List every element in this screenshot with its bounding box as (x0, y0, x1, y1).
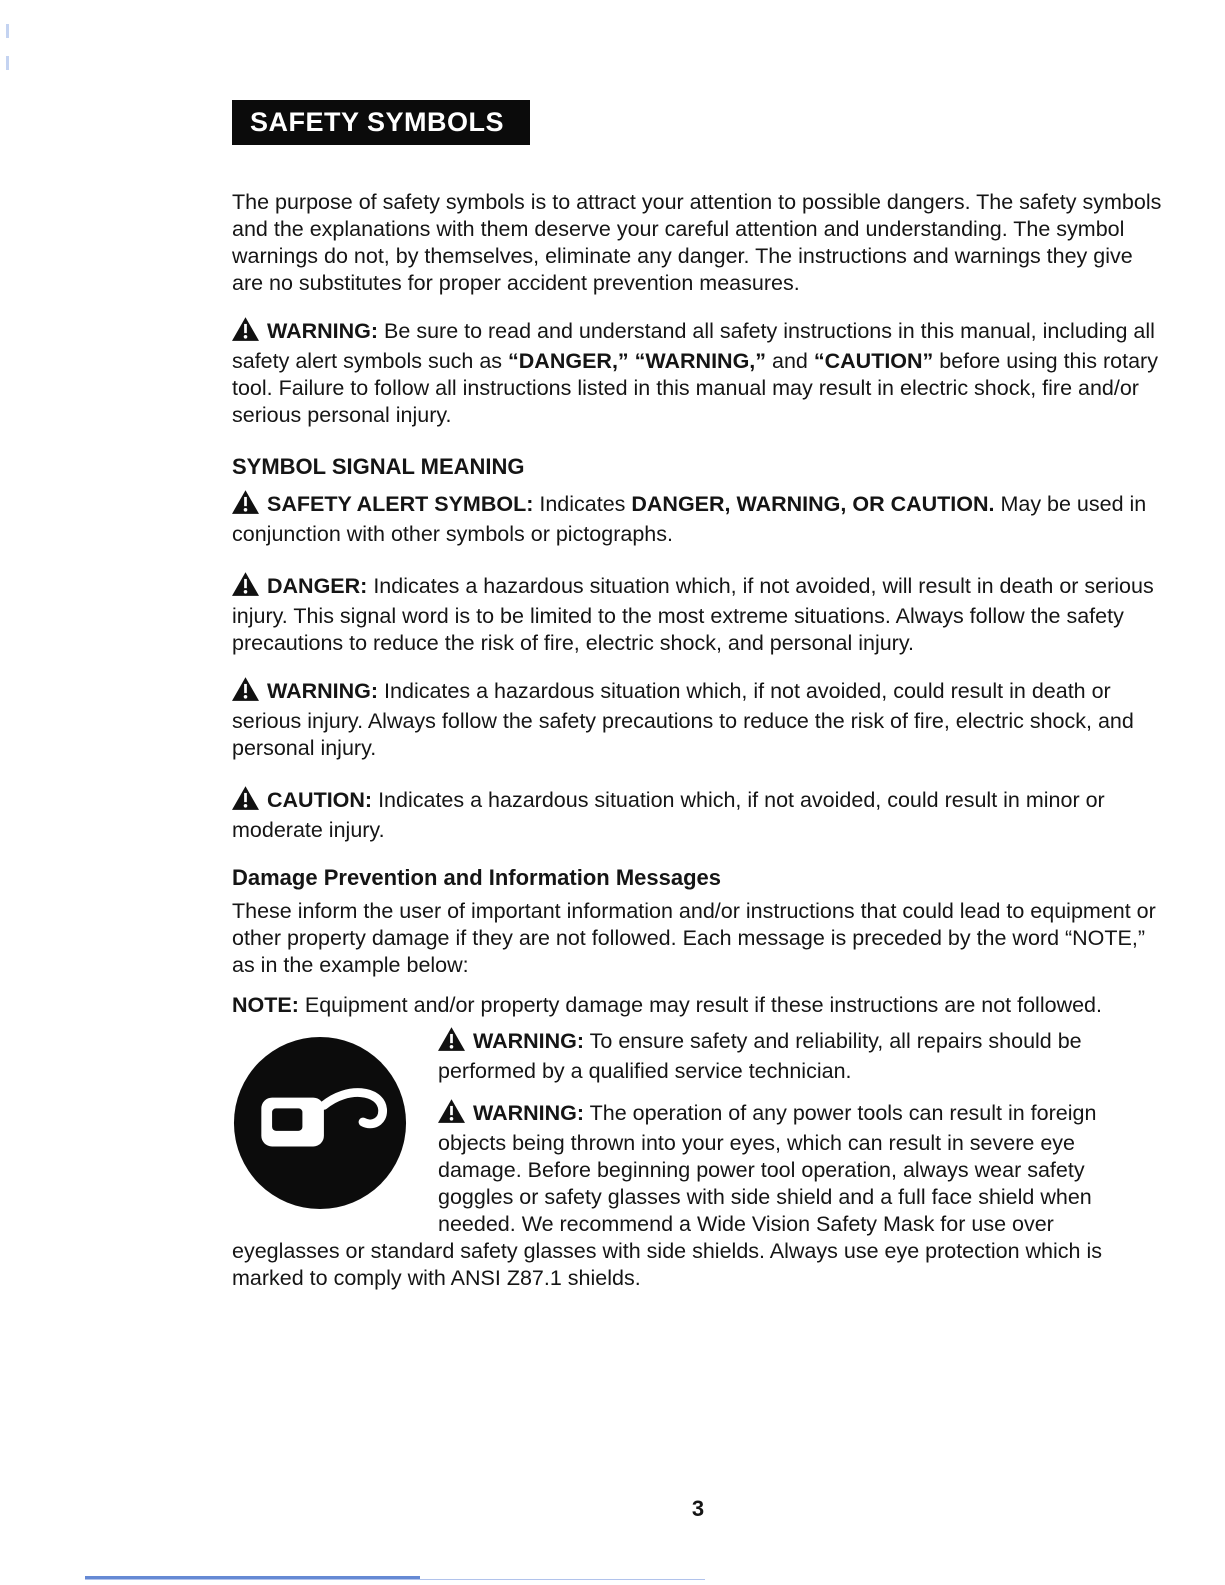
safety-alert-triangle-icon (438, 1099, 465, 1130)
warning-eye-damage-text: WARNING: The operation of any power tools can result in foreign objects being thrown into your eyes, which can result in severe eye damage. Before beginning power tool operation, always wear safety goggles or safety glasses with side shield and a full face shield when needed. We recommend a Wide Vision Safety Mask for use over eyeglasses or standard safety glasses with side shields. Always use eye protection which is marked to comply with ANSI Z87.1 shields. (232, 1101, 1102, 1290)
damage-prevention-paragraph: These inform the user of important information and/or instructions that could lead to equipment or other property damage if they are not followed. Each message is preceded by the word “NOTE,” as in the example below: (232, 899, 1156, 977)
safety-alert-triangle-icon (438, 1027, 465, 1058)
top-warning-paragraph (232, 317, 1164, 429)
top-warning-text: WARNING: Be sure to read and understand all safety instructions in this manual, including all safety alert symbols such as “DANGER,” “WARNING,” and “CAUTION” before using this rotary tool. Failure to follow all instructions listed in this manual may result in electric shock, fire and/or serious personal injury. (232, 319, 1158, 427)
damage-prevention-heading: Damage Prevention and Information Messages (232, 865, 722, 890)
warning-repairs-text: WARNING: To ensure safety and reliability, all repairs should be performed by a qualified service technician. (438, 1029, 1082, 1083)
safety-alert-triangle-icon (232, 317, 259, 348)
eye-protection-goggles-icon (232, 1035, 408, 1211)
safety-alert-symbol-paragraph (232, 490, 1164, 548)
caution-text: CAUTION: Indicates a hazardous situation which, if not avoided, could result in minor or moderate injury. (232, 788, 1105, 842)
note-text: NOTE: Equipment and/or property damage may result if these instructions are not followed. (232, 993, 1102, 1017)
danger-text: DANGER: Indicates a hazardous situation which, if not avoided, will result in death or serious injury. This signal word is to be limited to the most extreme situations. Always follow the safety precautions to reduce the risk of fire, electric shock, and personal injury. (232, 574, 1154, 655)
section-title: SAFETY SYMBOLS (250, 107, 505, 137)
eye-protection-section (232, 1027, 1164, 1292)
scan-artifact-tick-mid (6, 56, 9, 70)
symbol-signal-meaning-heading: SYMBOL SIGNAL MEANING (232, 454, 525, 479)
scan-artifact-tick-top (6, 24, 9, 38)
caution-paragraph (232, 786, 1164, 844)
scan-artifact-line-faint (85, 1579, 705, 1580)
note-paragraph (232, 992, 1164, 1019)
danger-paragraph (232, 572, 1164, 657)
safety-alert-triangle-icon (232, 490, 259, 521)
safety-alert-triangle-icon (232, 786, 259, 817)
document-content (232, 100, 1164, 1312)
safety-alert-triangle-icon (232, 677, 259, 708)
section-header (232, 100, 530, 145)
page-number: 3 (691, 1496, 705, 1521)
safety-alert-symbol-text: SAFETY ALERT SYMBOL: Indicates DANGER, WARNING, OR CAUTION. May be used in conjunction with other symbols or pictographs. (232, 492, 1147, 546)
safety-alert-triangle-icon (232, 572, 259, 603)
warning-definition-paragraph (232, 677, 1164, 762)
warning-definition-text: WARNING: Indicates a hazardous situation which, if not avoided, could result in death or serious injury. Always follow the safety precautions to reduce the risk of fire, electric shock, and personal injury. (232, 679, 1134, 760)
intro-paragraph: The purpose of safety symbols is to attract your attention to possible dangers. The safety symbols and the explanations with them deserve your careful attention and understanding. The symbol warnings do not, by themselves, eliminate any danger. The instructions and warnings they give are no substitutes for proper accident prevention measures. (232, 190, 1162, 295)
